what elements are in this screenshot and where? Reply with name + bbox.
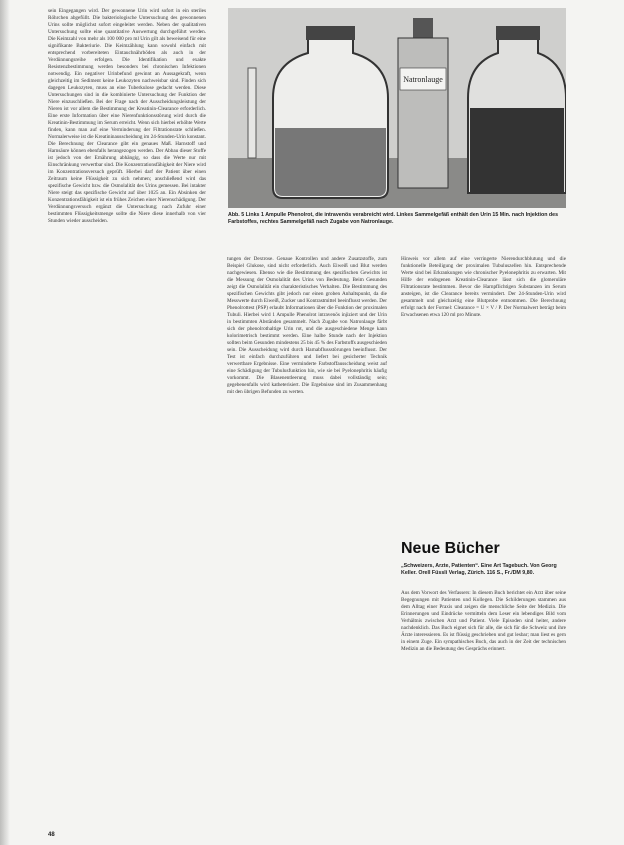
- book-reference: „Schweizers, Arzte, Patienten“. Eine Art Tagebuch. Von Georg Keller. Orell Füssli Verlag, Zürich. 116 S., Fr./DM 9,80.: [401, 563, 557, 576]
- text-column-right-lower: [401, 590, 566, 834]
- body-text: sein Eingegangen wird. Der gewonnene Urin wird sofort in ein steriles Röhrchen abgefüllt. Die bakteriologische Untersuchung des gewonnenen Urins sollte möglichst sofort eingeleitet werden. Neben der qualitativen Untersuchung sollte eine quantitative Auswertung durchgeführt werden. Die Keimzahl von mehr als 100 000 pro ml Urin gilt als beweisend für eine signifikante Bakteriurie. Die Keimzählung kann sowohl einfach mit entsprechend vorbereiteten Eintauchnährböden als auch in der Verdünnungsreihe erfolgen. Die Identifikation und exakte Resistenzbestimmung werden besonders bei chronischen Infektionen notwendig. Ein negativer Urinbefund gewinnt an Aussagekraft, wenn gleichzeitig im Sediment keine Leukozyten nachweisbar sind. Finden sich dagegen Leukozyten, muss an eine Tuberkulose gedacht werden. Diese Untersuchungen sind in die kombinierte Untersuchung der Funktion der Niere einzuschließen. Bei der Frage nach der Ausscheidungsleistung der Nieren ist vor allem die Bestimmung der Kreatinin-Clearance erforderlich. Eine erste Information über eine Nierenfunktionsstörung wird durch die Kreatinin-Bestimmung im Serum erreicht. Wenn sich hierbei erhöhte Werte finden, kann man auf eine Verminderung der Filtrationsrate schließen. Normalerweise ist die Kreatininausscheidung im 24-Stunden-Urin konstant. Die Berechnung der Clearance gibt ein genaues Maß. Harnstoff und Harnsäure können ebenfalls herangezogen werden. Der Abbau dieser Stoffe ist jedoch von der Ernährung abhängig, so dass die Werte nur mit Einschränkung verwertbar sind. Die Konzentrationsfähigkeit der Niere wird im Konzentrationsversuch geprüft. Hierbei darf der Patient über einen Zeitraum keine Flüssigkeit zu sich nehmen; anschließend wird das spezifische Gewicht bzw. die Osmolalität des Urins gemessen. Bei intakter Niere steigt das spezifische Gewicht auf über 1025 an. Ein Absinken der Konzentrationsfähigkeit ist ein frühes Zeichen einer Nierenschädigung. Der Verdünnungsversuch ergänzt die Untersuchung; nach Zufuhr einer bestimmten Flüssigkeitsmenge sollte die Niere diese innerhalb von vier Stunden wieder ausscheiden.: [48, 8, 206, 224]
- bottle-label: Natronlauge: [403, 75, 443, 84]
- text-column-left: [48, 8, 206, 834]
- ampoule-shape: [248, 68, 256, 158]
- body-text: Hinweis vor allem auf eine verringerte Nierendurchblutung und die funktionelle Beteiligung der proximalen Tubuluszellen hin. Entsprechende Werte sind bei Erkrankungen wie chronischer Pyelonephritis zu erwarten. Mit Hilfe der endogenen Kreatinin-Clearance lässt sich die glomeruläre Filtrationsrate bestimmen. Bevor die Harnpflichtigen Substanzen im Serum ansteigen, ist die Clearance bereits vermindert. Der 24-Stunden-Urin wird gesammelt und gleichzeitig eine Blutprobe entnommen. Die Berechnung erfolgt nach der Formel: Clearance = U × V / P. Der Normalwert beträgt beim Erwachsenen etwa 120 ml pro Minute.: [401, 256, 566, 318]
- section-heading: Neue Bücher: [401, 540, 500, 557]
- figure-photo: [228, 8, 566, 208]
- photo-illustration: [228, 8, 566, 208]
- figure-caption-text: Links 1 Ampulle Phenolrot, die intravenös verabreicht wird. Linkes Sammelgefäß enthält den Urin 15 Min. nach Injektion des Farbstoffes, rechtes Sammelgefäß nach Zugabe von Natronlauge.: [228, 212, 559, 226]
- figure-label: Abb. 5: [228, 212, 245, 218]
- natronlauge-bottle: [398, 38, 448, 188]
- page-fold-shadow: [0, 0, 10, 845]
- text-column-middle: [227, 256, 387, 836]
- body-text: Aus dem Vorwort des Verfassers: In diesem Buch berichtet ein Arzt über seine Begegnungen mit Patienten und Kollegen. Die Schilderungen stammen aus dem Alltag einer Praxis und zeigen die menschliche Seite der Medizin. Die Erinnerungen und Eindrücke vermitteln dem Leser ein lebendiges Bild vom Verhältnis zwischen Arzt und Patient. Viele Episoden sind heiter, andere nachdenklich. Das Buch eignet sich für alle, die sich für die Schweiz und ihre Ärzte interessieren. Es ist flüssig geschrieben und gut lesbar; man liest es gern in einem Zuge. Ein sympathisches Buch, das auch in der Zeit der technischen Medizin an die Bedeutung des Gesprächs erinnert.: [401, 590, 566, 652]
- figure-caption: [228, 212, 566, 252]
- text-column-right: [401, 256, 566, 528]
- page-number: 48: [48, 832, 55, 838]
- body-text: tungen der Dextrose. Genaue Kontrollen und andere Zusatzstoffe, zum Beispiel Glukose, sind nicht erforderlich. Auch Eiweiß und Blut werden nachgewiesen. Ebenso wie die Bestimmung des spezifischen Gewichts ist die Messung der Osmolalität des Urins von Bedeutung. Beim Gesunden zeigt die Osmolalität ein charakteristisches Verhalten. Die Bestimmung des spezifischen Gewichts gibt jedoch nur einen groben Anhaltspunkt, da die Messwerte durch Eiweiß, Zucker und Kontrastmittel beeinflusst werden. Der Phenolrottest (PSP) erlaubt Informationen über die Funktion der proximalen Tubuli. Hierbei wird 1 Ampulle Phenolrot intravenös injiziert und der Urin in bestimmten Abständen gesammelt. Nach Zugabe von Natronlauge färbt sich der phenolrothaltige Urin rot, und die ausgeschiedene Menge kann kolorimetrisch bestimmt werden. Eine halbe Stunde nach der Injektion sollten beim Gesunden mindestens 25 bis 45 % des Farbstoffs ausgeschieden sein. Die Ausscheidung wird durch Harnabflussstörungen beeinflusst. Der Test ist einfach durchzuführen und liefert bei gesicherter Technik verwertbare Ergebnisse. Eine verminderte Farbstoffausscheidung weist auf eine Schädigung der Tubulusfunktion hin, wie sie bei Pyelonephritis häufig vorkommt. Die Blasenentleerung muss dabei vollständig sein; gegebenenfalls wird katheterisiert. Die Ergebnisse sind im Zusammenhang mit den übrigen Befunden zu werten.: [227, 256, 387, 395]
